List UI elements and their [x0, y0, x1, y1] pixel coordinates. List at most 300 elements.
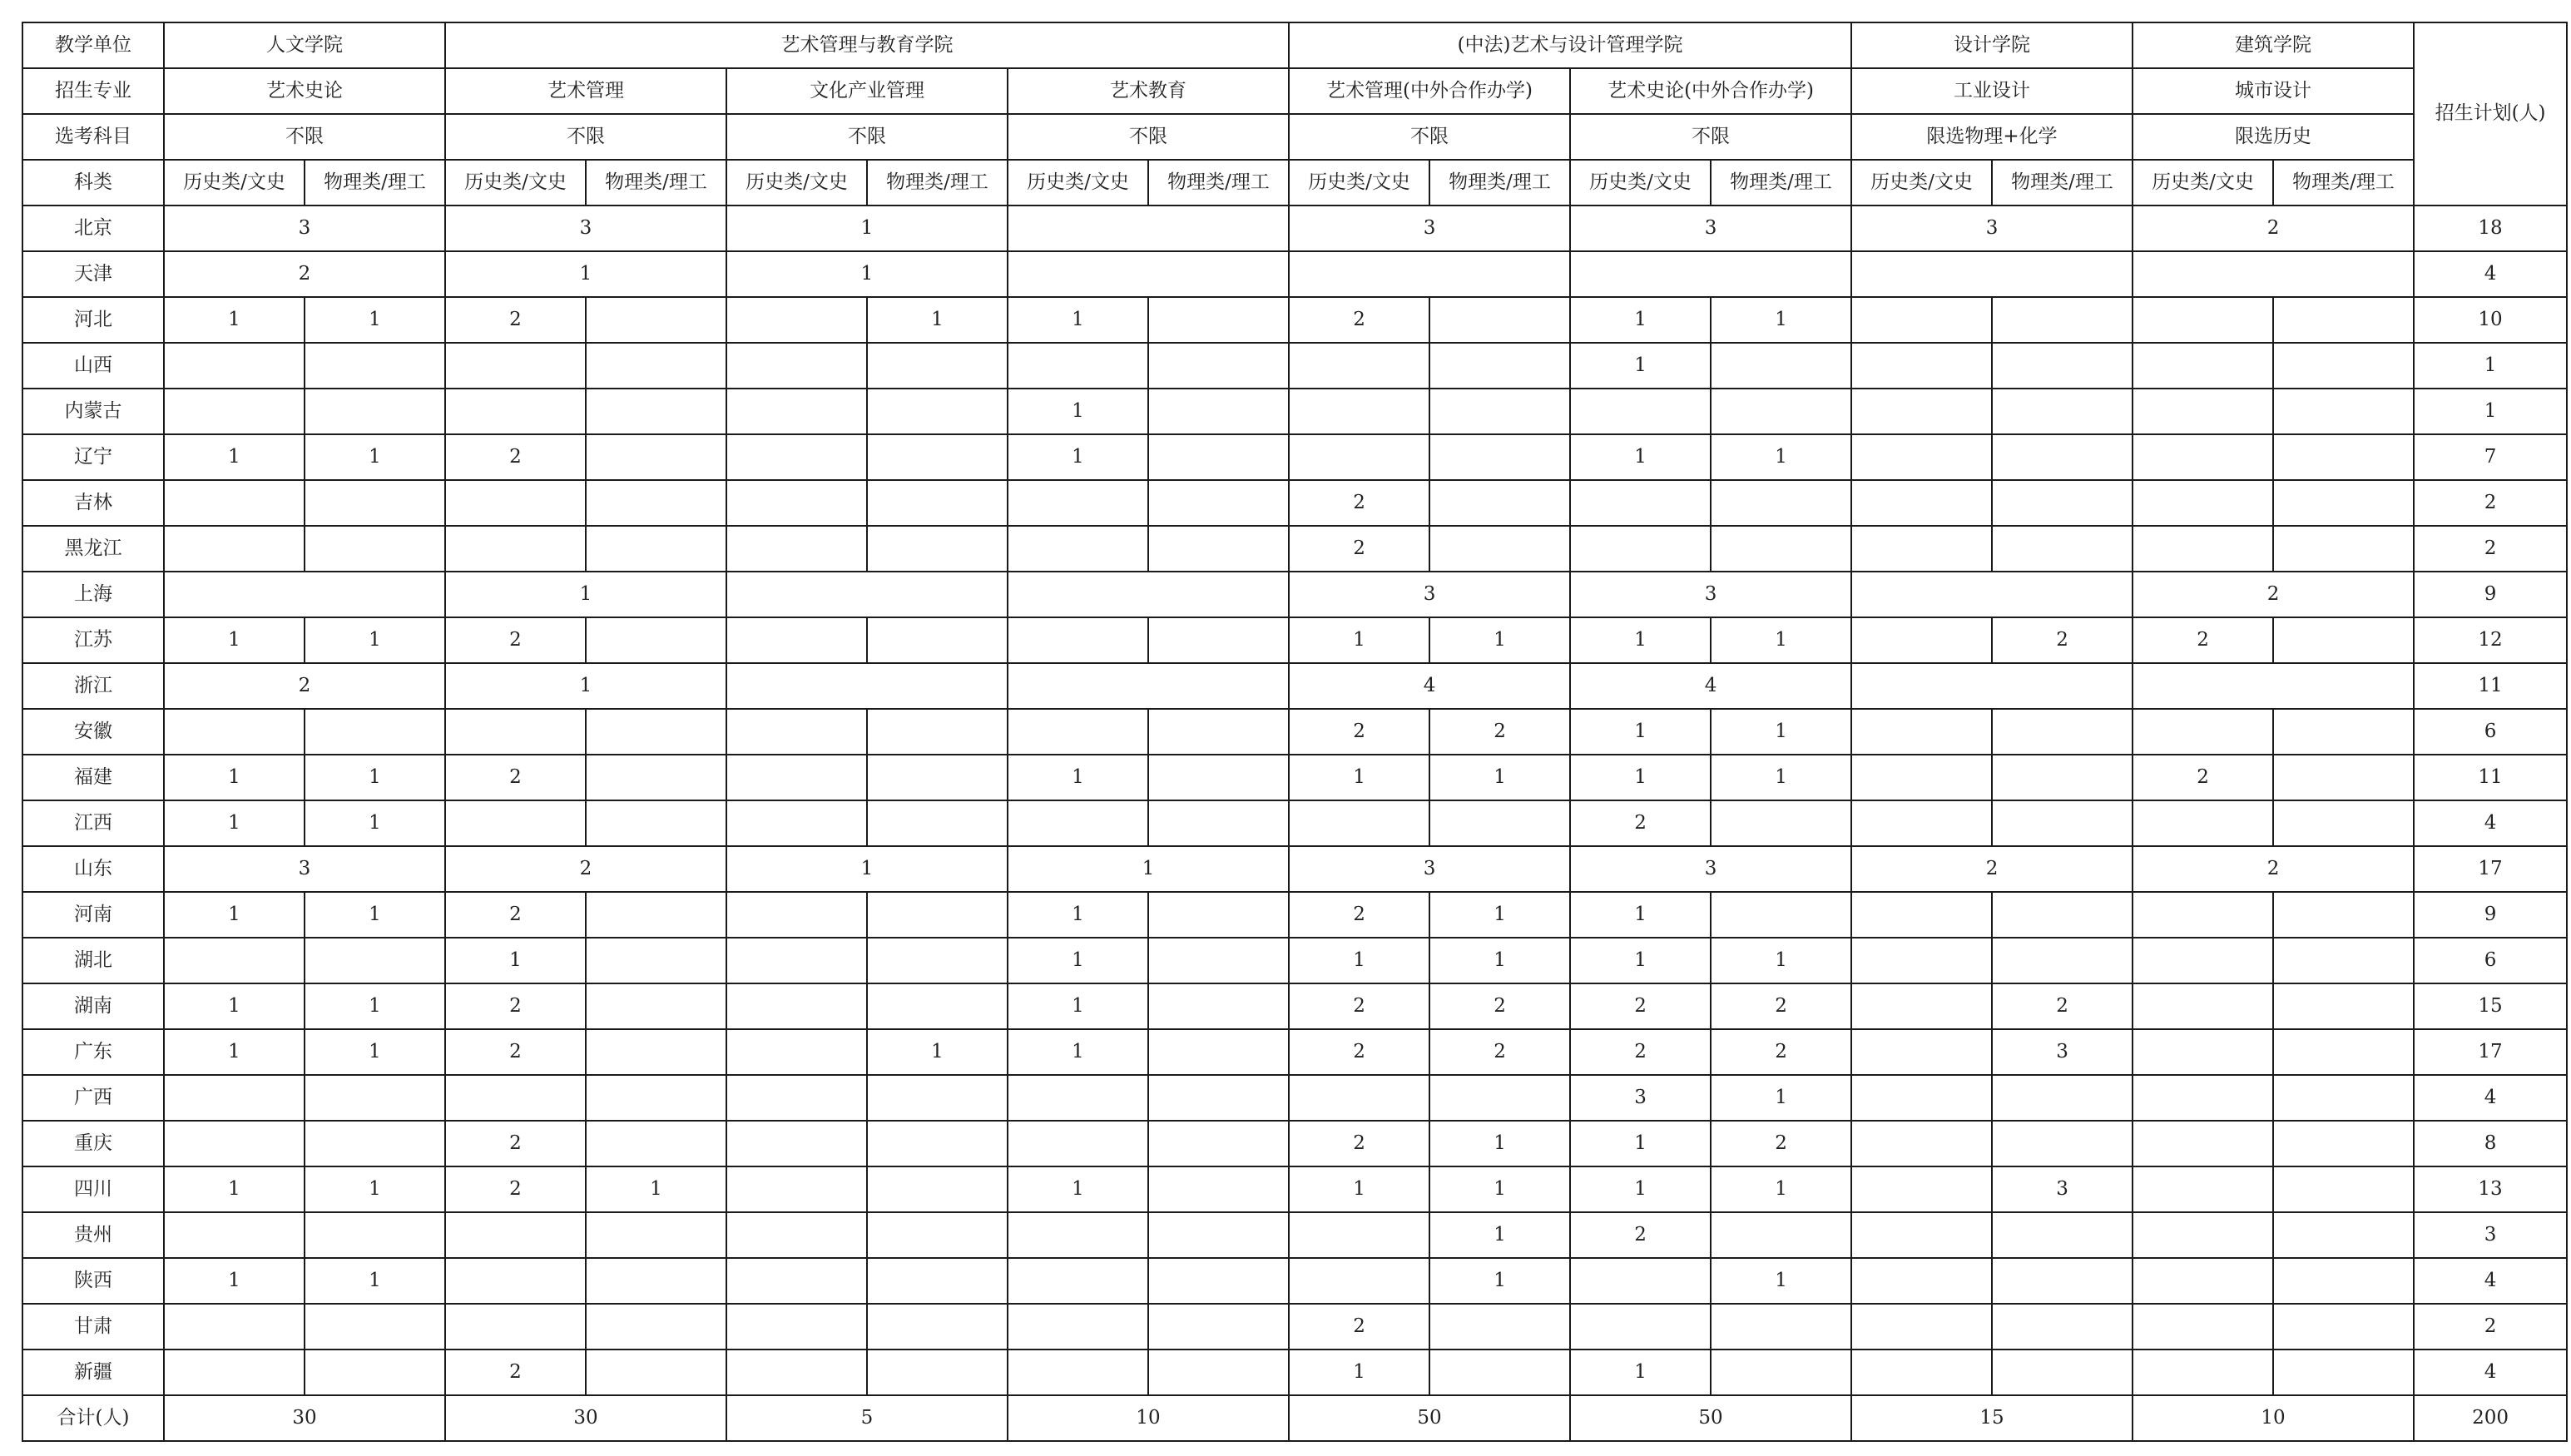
major-plan-cell: [1289, 251, 1570, 297]
physics-plan-cell: 2: [1429, 709, 1570, 755]
history-plan-cell: [726, 1212, 867, 1258]
physics-plan-cell: [867, 892, 1008, 938]
physics-plan-cell: [586, 709, 726, 755]
major-header-row: [22, 68, 2567, 114]
physics-plan-cell: [305, 1075, 445, 1121]
history-plan-cell: [726, 1166, 867, 1212]
province-name: 广西: [22, 1075, 164, 1121]
physics-plan-cell: [1148, 480, 1289, 526]
row-total: 18: [2414, 206, 2567, 251]
major-plan-cell: 50: [1570, 1395, 1851, 1441]
category-physics: 物理类/理工: [586, 160, 726, 206]
major-name: 艺术史论(中外合作办学): [1570, 68, 1851, 114]
history-plan-cell: [445, 389, 586, 434]
physics-plan-cell: 1: [1429, 892, 1570, 938]
physics-plan-cell: [1148, 1075, 1289, 1121]
physics-plan-cell: [1148, 389, 1289, 434]
province-name: 新疆: [22, 1350, 164, 1395]
history-plan-cell: [2133, 1212, 2273, 1258]
category-header-row: [22, 160, 2567, 206]
province-name: 福建: [22, 755, 164, 800]
history-plan-cell: [445, 709, 586, 755]
province-row: [22, 434, 2567, 480]
physics-plan-cell: [305, 480, 445, 526]
row-total: 12: [2414, 617, 2567, 663]
history-plan-cell: 1: [164, 1258, 305, 1304]
history-plan-cell: [1008, 1304, 1148, 1350]
major-plan-cell: [1851, 251, 2133, 297]
physics-plan-cell: [2273, 343, 2414, 389]
physics-plan-cell: [1711, 526, 1851, 572]
history-plan-cell: 1: [164, 1029, 305, 1075]
major-name: 文化产业管理: [726, 68, 1008, 114]
history-plan-cell: 2: [1570, 1212, 1711, 1258]
history-plan-cell: [445, 800, 586, 846]
major-plan-cell: 1: [445, 663, 726, 709]
physics-plan-cell: [1429, 1304, 1570, 1350]
province-name: 合计(人): [22, 1395, 164, 1441]
history-plan-cell: [1008, 480, 1148, 526]
major-plan-cell: 4: [1570, 663, 1851, 709]
history-plan-cell: [2133, 709, 2273, 755]
row-total: 13: [2414, 1166, 2567, 1212]
major-plan-cell: 3: [1570, 206, 1851, 251]
history-plan-cell: [726, 1029, 867, 1075]
physics-plan-cell: [1992, 1258, 2133, 1304]
physics-plan-cell: [1429, 434, 1570, 480]
history-plan-cell: 1: [1008, 297, 1148, 343]
physics-plan-cell: [586, 755, 726, 800]
history-plan-cell: [1851, 1212, 1992, 1258]
physics-plan-cell: [867, 755, 1008, 800]
province-row: [22, 251, 2567, 297]
history-plan-cell: 1: [1289, 617, 1429, 663]
province-row: [22, 709, 2567, 755]
major-plan-cell: 10: [2133, 1395, 2414, 1441]
major-plan-cell: 2: [1851, 846, 2133, 892]
physics-plan-cell: [1148, 526, 1289, 572]
physics-plan-cell: [1992, 755, 2133, 800]
history-plan-cell: 2: [1289, 480, 1429, 526]
history-plan-cell: [2133, 1029, 2273, 1075]
province-name: 贵州: [22, 1212, 164, 1258]
province-name: 江苏: [22, 617, 164, 663]
history-plan-cell: 2: [445, 617, 586, 663]
category-physics: 物理类/理工: [1992, 160, 2133, 206]
category-history: 历史类/文史: [1570, 160, 1711, 206]
row-total: 1: [2414, 389, 2567, 434]
row-total: 2: [2414, 1304, 2567, 1350]
province-row: [22, 1029, 2567, 1075]
history-plan-cell: [726, 297, 867, 343]
major-plan-cell: 3: [445, 206, 726, 251]
history-plan-cell: [1008, 1212, 1148, 1258]
physics-plan-cell: 1: [1429, 1212, 1570, 1258]
major-plan-cell: [1008, 572, 1289, 617]
physics-plan-cell: [1992, 1350, 2133, 1395]
major-plan-cell: 2: [2133, 846, 2414, 892]
row-total: 4: [2414, 1075, 2567, 1121]
province-row: [22, 892, 2567, 938]
row-total: 2: [2414, 480, 2567, 526]
province-name: 黑龙江: [22, 526, 164, 572]
subject-requirement: 限选物理+化学: [1851, 114, 2133, 160]
category-physics: 物理类/理工: [1429, 160, 1570, 206]
major-plan-cell: 15: [1851, 1395, 2133, 1441]
history-plan-cell: 2: [445, 1029, 586, 1075]
physics-plan-cell: [1148, 434, 1289, 480]
major-plan-cell: 1: [726, 251, 1008, 297]
physics-plan-cell: [1148, 1029, 1289, 1075]
province-name: 湖南: [22, 983, 164, 1029]
physics-plan-cell: [1429, 480, 1570, 526]
history-plan-cell: [1851, 526, 1992, 572]
physics-plan-cell: [2273, 1075, 2414, 1121]
major-plan-cell: 3: [1851, 206, 2133, 251]
category-physics: 物理类/理工: [1148, 160, 1289, 206]
history-plan-cell: [1008, 1258, 1148, 1304]
physics-plan-cell: [1711, 389, 1851, 434]
physics-plan-cell: [867, 983, 1008, 1029]
physics-plan-cell: [2273, 800, 2414, 846]
physics-plan-cell: [867, 1212, 1008, 1258]
province-name: 陕西: [22, 1258, 164, 1304]
history-plan-cell: [726, 343, 867, 389]
physics-plan-cell: [1429, 389, 1570, 434]
major-plan-cell: [164, 572, 445, 617]
physics-plan-cell: [867, 1075, 1008, 1121]
category-history: 历史类/文史: [726, 160, 867, 206]
physics-plan-cell: [586, 938, 726, 983]
history-plan-cell: [726, 1350, 867, 1395]
history-plan-cell: 1: [164, 1166, 305, 1212]
history-plan-cell: 2: [445, 983, 586, 1029]
physics-plan-cell: [305, 1304, 445, 1350]
history-plan-cell: 2: [1289, 1304, 1429, 1350]
physics-plan-cell: [2273, 1121, 2414, 1166]
category-history: 历史类/文史: [2133, 160, 2273, 206]
province-name: 吉林: [22, 480, 164, 526]
physics-plan-cell: [586, 434, 726, 480]
physics-plan-cell: [586, 1304, 726, 1350]
major-name: 艺术管理: [445, 68, 726, 114]
history-plan-cell: [1851, 480, 1992, 526]
physics-plan-cell: [586, 1121, 726, 1166]
history-plan-cell: [1289, 434, 1429, 480]
category-physics: 物理类/理工: [1711, 160, 1851, 206]
province-name: 广东: [22, 1029, 164, 1075]
physics-plan-cell: [1148, 983, 1289, 1029]
history-plan-cell: 1: [1570, 434, 1711, 480]
physics-plan-cell: [1148, 1212, 1289, 1258]
row-total: 10: [2414, 297, 2567, 343]
history-plan-cell: 2: [1289, 297, 1429, 343]
major-plan-cell: 2: [164, 251, 445, 297]
physics-plan-cell: [1992, 1304, 2133, 1350]
physics-plan-cell: 1: [1711, 297, 1851, 343]
school-name: 人文学院: [164, 22, 445, 68]
history-plan-cell: [1851, 1166, 1992, 1212]
history-plan-cell: [164, 480, 305, 526]
province-row: [22, 1075, 2567, 1121]
history-plan-cell: 2: [1289, 892, 1429, 938]
history-plan-cell: [1851, 1258, 1992, 1304]
province-name: 上海: [22, 572, 164, 617]
history-plan-cell: 1: [1008, 1029, 1148, 1075]
category-label: 科类: [22, 160, 164, 206]
province-name: 四川: [22, 1166, 164, 1212]
history-plan-cell: [164, 1350, 305, 1395]
history-plan-cell: [1570, 1258, 1711, 1304]
history-plan-cell: 1: [1289, 1350, 1429, 1395]
history-plan-cell: [2133, 800, 2273, 846]
physics-plan-cell: [1711, 800, 1851, 846]
history-plan-cell: 1: [1008, 1166, 1148, 1212]
history-plan-cell: [445, 480, 586, 526]
physics-plan-cell: [586, 1258, 726, 1304]
physics-plan-cell: [586, 617, 726, 663]
history-plan-cell: [1851, 1304, 1992, 1350]
history-plan-cell: [1851, 389, 1992, 434]
category-history: 历史类/文史: [1008, 160, 1148, 206]
category-history: 历史类/文史: [1851, 160, 1992, 206]
history-plan-cell: [1008, 1350, 1148, 1395]
major-plan-cell: 3: [1289, 846, 1570, 892]
history-plan-cell: 2: [445, 892, 586, 938]
province-row: [22, 480, 2567, 526]
physics-plan-cell: [1992, 1212, 2133, 1258]
major-name: 艺术史论: [164, 68, 445, 114]
history-plan-cell: [726, 617, 867, 663]
history-plan-cell: 1: [1289, 1166, 1429, 1212]
physics-plan-cell: [1992, 938, 2133, 983]
major-plan-cell: 3: [1289, 572, 1570, 617]
school-name: (中法)艺术与设计管理学院: [1289, 22, 1851, 68]
physics-plan-cell: [1711, 892, 1851, 938]
history-plan-cell: [1570, 1304, 1711, 1350]
major-name: 艺术管理(中外合作办学): [1289, 68, 1570, 114]
physics-plan-cell: [1992, 526, 2133, 572]
physics-plan-cell: [1992, 892, 2133, 938]
physics-plan-cell: 2: [1711, 1029, 1851, 1075]
major-plan-cell: 30: [445, 1395, 726, 1441]
physics-plan-cell: 1: [1429, 755, 1570, 800]
history-plan-cell: 1: [1570, 343, 1711, 389]
history-plan-cell: 1: [1570, 1350, 1711, 1395]
history-plan-cell: 2: [445, 755, 586, 800]
history-plan-cell: 1: [164, 297, 305, 343]
physics-plan-cell: [305, 1121, 445, 1166]
major-plan-cell: [1851, 663, 2133, 709]
physics-plan-cell: [2273, 1350, 2414, 1395]
physics-plan-cell: [1429, 1350, 1570, 1395]
physics-plan-cell: [1992, 1075, 2133, 1121]
history-plan-cell: 2: [1570, 983, 1711, 1029]
history-plan-cell: 1: [164, 434, 305, 480]
physics-plan-cell: [1429, 800, 1570, 846]
major-plan-cell: [1008, 206, 1289, 251]
history-plan-cell: 2: [445, 1350, 586, 1395]
history-plan-cell: [1851, 617, 1992, 663]
category-physics: 物理类/理工: [867, 160, 1008, 206]
physics-plan-cell: 1: [1711, 938, 1851, 983]
history-plan-cell: [726, 938, 867, 983]
history-plan-cell: [1851, 1075, 1992, 1121]
history-plan-cell: 1: [164, 617, 305, 663]
physics-plan-cell: [1429, 1075, 1570, 1121]
physics-plan-cell: [867, 709, 1008, 755]
physics-plan-cell: [2273, 709, 2414, 755]
category-history: 历史类/文史: [445, 160, 586, 206]
physics-plan-cell: 1: [1711, 434, 1851, 480]
row-total: 15: [2414, 983, 2567, 1029]
history-plan-cell: 2: [445, 297, 586, 343]
history-plan-cell: [726, 983, 867, 1029]
subject-requirement: 不限: [726, 114, 1008, 160]
major-plan-cell: 30: [164, 1395, 445, 1441]
physics-plan-cell: 2: [1429, 1029, 1570, 1075]
row-total: 11: [2414, 663, 2567, 709]
province-name: 山西: [22, 343, 164, 389]
history-plan-cell: 2: [445, 1166, 586, 1212]
physics-plan-cell: [1711, 1212, 1851, 1258]
physics-plan-cell: [867, 343, 1008, 389]
enrollment-plan-table-container: [22, 22, 2568, 1442]
history-plan-cell: [1289, 343, 1429, 389]
physics-plan-cell: [1992, 480, 2133, 526]
history-plan-cell: [164, 1304, 305, 1350]
province-name: 北京: [22, 206, 164, 251]
physics-plan-cell: 1: [1429, 617, 1570, 663]
history-plan-cell: 1: [1008, 892, 1148, 938]
history-plan-cell: [2133, 1075, 2273, 1121]
major-plan-cell: 1: [1008, 846, 1289, 892]
subject-header-row: [22, 114, 2567, 160]
history-plan-cell: 2: [1289, 1121, 1429, 1166]
subject-requirement: 限选历史: [2133, 114, 2414, 160]
physics-plan-cell: [1148, 892, 1289, 938]
history-plan-cell: [164, 389, 305, 434]
history-plan-cell: [726, 1258, 867, 1304]
history-plan-cell: [445, 1212, 586, 1258]
physics-plan-cell: [867, 1350, 1008, 1395]
major-plan-cell: 1: [445, 572, 726, 617]
physics-plan-cell: 1: [305, 1029, 445, 1075]
history-plan-cell: [726, 480, 867, 526]
physics-plan-cell: 1: [1429, 938, 1570, 983]
school-name: 建筑学院: [2133, 22, 2414, 68]
physics-plan-cell: [1148, 800, 1289, 846]
history-plan-cell: [164, 1075, 305, 1121]
history-plan-cell: 1: [1570, 1121, 1711, 1166]
physics-plan-cell: [1992, 389, 2133, 434]
physics-plan-cell: 3: [1992, 1029, 2133, 1075]
physics-plan-cell: [586, 1212, 726, 1258]
major-plan-cell: 2: [2133, 206, 2414, 251]
province-row: [22, 983, 2567, 1029]
history-plan-cell: [1008, 800, 1148, 846]
major-plan-cell: 1: [726, 206, 1008, 251]
physics-plan-cell: 1: [305, 297, 445, 343]
major-plan-cell: 2: [2133, 572, 2414, 617]
history-plan-cell: [2133, 983, 2273, 1029]
physics-plan-cell: [1148, 1166, 1289, 1212]
history-plan-cell: [2133, 434, 2273, 480]
major-plan-cell: [1851, 572, 2133, 617]
major-plan-cell: 3: [164, 846, 445, 892]
history-plan-cell: [1851, 434, 1992, 480]
physics-plan-cell: 1: [305, 755, 445, 800]
history-plan-cell: [2133, 892, 2273, 938]
history-plan-cell: [1008, 1075, 1148, 1121]
physics-plan-cell: [586, 389, 726, 434]
major-label: 招生专业: [22, 68, 164, 114]
physics-plan-cell: [1148, 755, 1289, 800]
major-plan-cell: 1: [726, 846, 1008, 892]
province-name: 江西: [22, 800, 164, 846]
history-plan-cell: [726, 892, 867, 938]
physics-plan-cell: 1: [305, 434, 445, 480]
category-physics: 物理类/理工: [2273, 160, 2414, 206]
history-plan-cell: 1: [1570, 1166, 1711, 1212]
physics-plan-cell: [1429, 297, 1570, 343]
history-plan-cell: [445, 1304, 586, 1350]
row-total: 6: [2414, 938, 2567, 983]
province-row: [22, 1258, 2567, 1304]
history-plan-cell: 1: [1289, 938, 1429, 983]
physics-plan-cell: [867, 480, 1008, 526]
physics-plan-cell: 2: [1429, 983, 1570, 1029]
subject-requirement: 不限: [445, 114, 726, 160]
physics-plan-cell: [586, 1350, 726, 1395]
physics-plan-cell: [586, 526, 726, 572]
major-plan-cell: [1008, 251, 1289, 297]
history-plan-cell: [1008, 617, 1148, 663]
major-plan-cell: 3: [164, 206, 445, 251]
physics-plan-cell: [2273, 297, 2414, 343]
history-plan-cell: [164, 526, 305, 572]
history-plan-cell: [1289, 1212, 1429, 1258]
physics-plan-cell: [1148, 709, 1289, 755]
subject-requirement: 不限: [1570, 114, 1851, 160]
history-plan-cell: 1: [1570, 297, 1711, 343]
subject-label: 选考科目: [22, 114, 164, 160]
history-plan-cell: [2133, 1258, 2273, 1304]
history-plan-cell: 1: [1570, 617, 1711, 663]
physics-plan-cell: [1148, 343, 1289, 389]
major-plan-cell: [2133, 663, 2414, 709]
category-history: 历史类/文史: [1289, 160, 1429, 206]
plan-body: [22, 206, 2567, 1441]
history-plan-cell: [726, 1121, 867, 1166]
history-plan-cell: [1851, 297, 1992, 343]
history-plan-cell: [2133, 526, 2273, 572]
history-plan-cell: [726, 434, 867, 480]
physics-plan-cell: [1148, 1350, 1289, 1395]
physics-plan-cell: [2273, 526, 2414, 572]
physics-plan-cell: 1: [305, 1166, 445, 1212]
history-plan-cell: [1851, 709, 1992, 755]
history-plan-cell: [2133, 480, 2273, 526]
plan-header: 招生计划(人): [2414, 22, 2567, 206]
history-plan-cell: 1: [1008, 755, 1148, 800]
province-row: [22, 1304, 2567, 1350]
province-name: 辽宁: [22, 434, 164, 480]
history-plan-cell: [1570, 526, 1711, 572]
physics-plan-cell: [1711, 343, 1851, 389]
history-plan-cell: 2: [1570, 800, 1711, 846]
physics-plan-cell: [305, 526, 445, 572]
